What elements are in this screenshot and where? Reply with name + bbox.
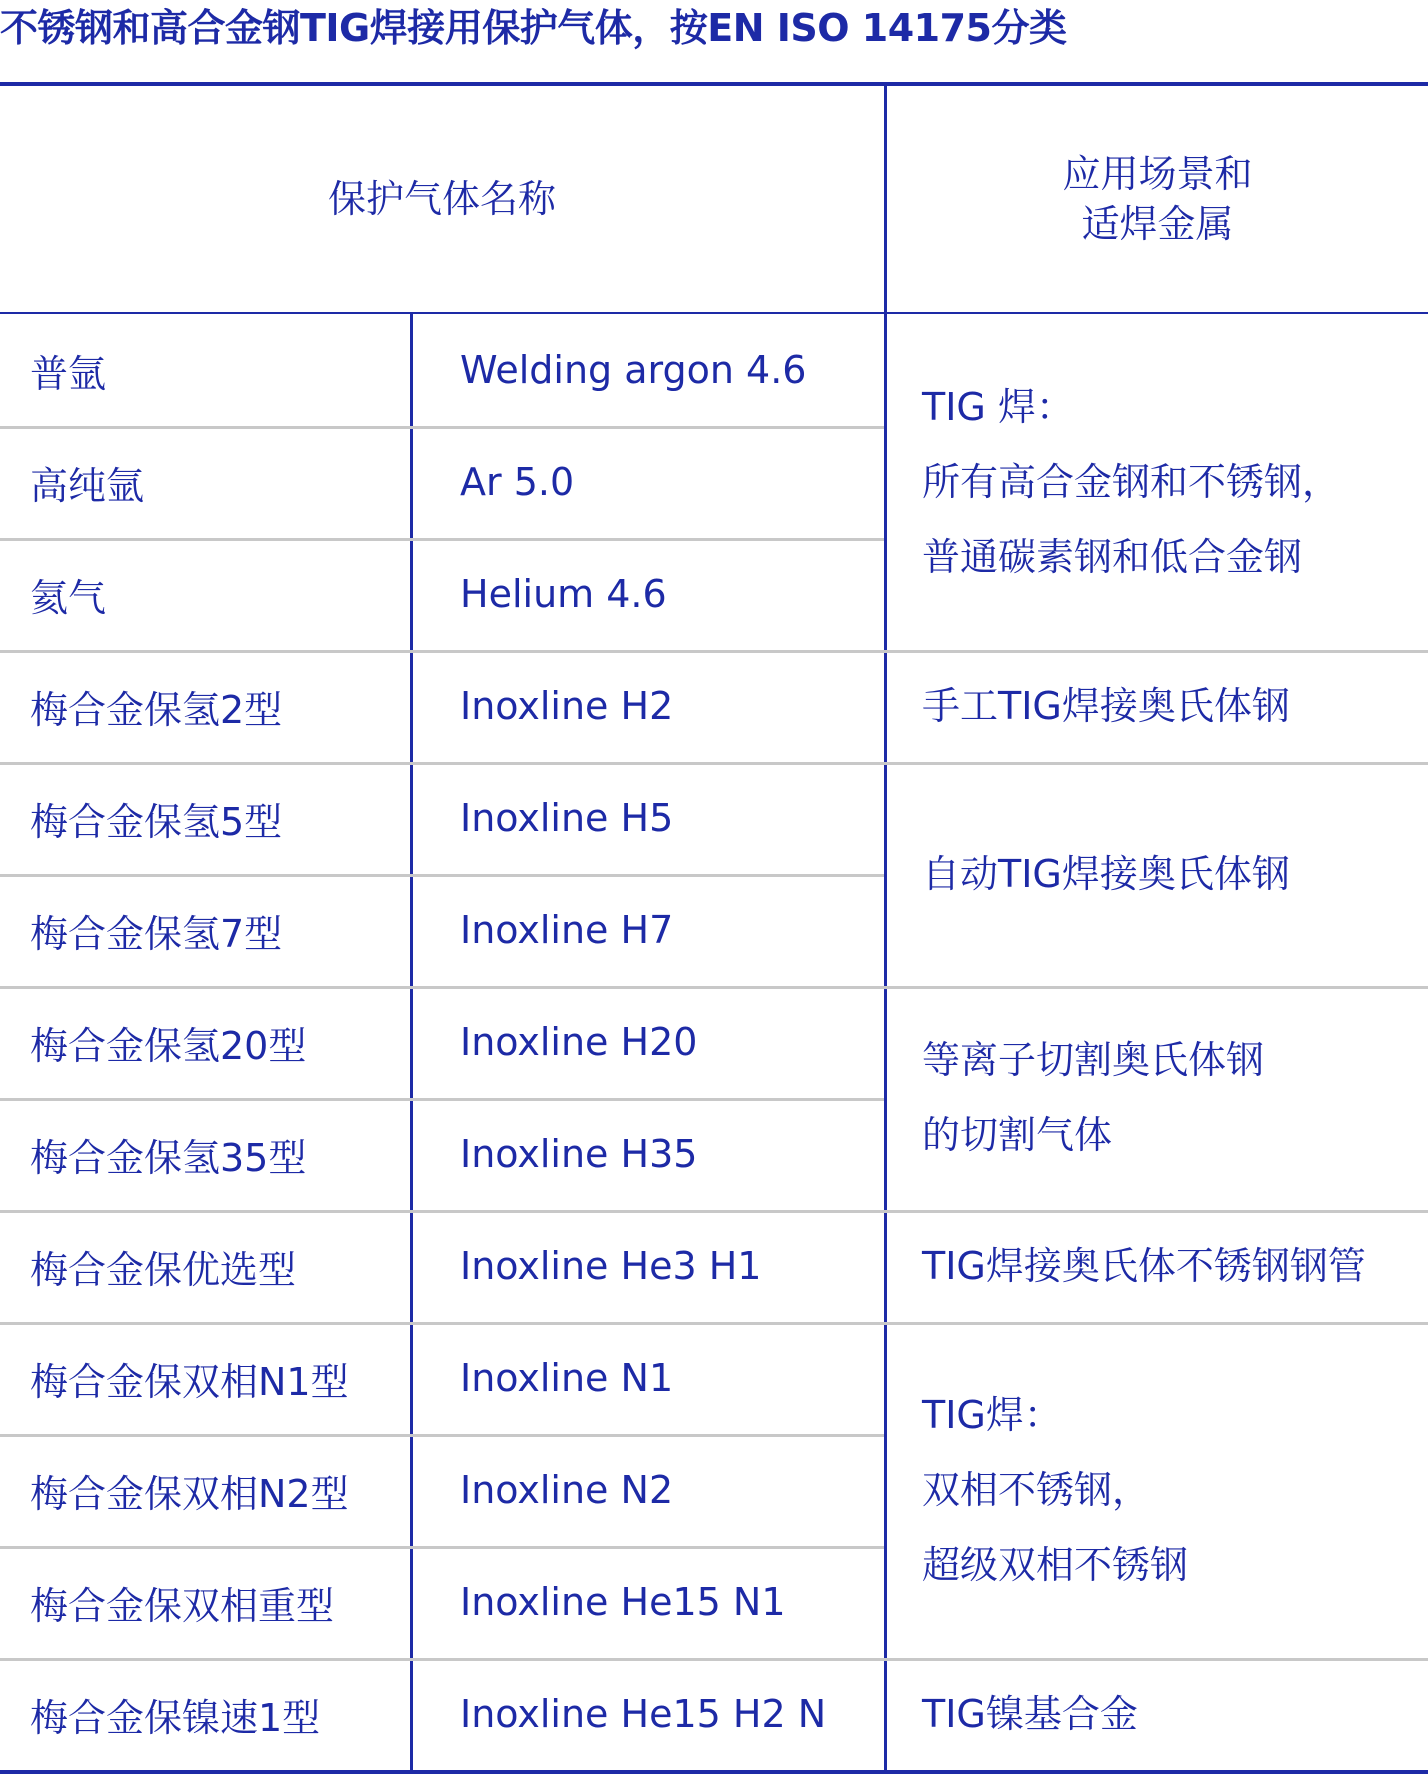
- gas-name-cn: 梅合金保双相重型: [30, 1583, 335, 1628]
- gas-name-cn: 梅合金保双相N1型: [30, 1359, 349, 1404]
- application-cell: TIG 焊： 所有高合金钢和不锈钢， 普通碳素钢和低合金钢: [922, 384, 1341, 579]
- gas-name-en: Inoxline H20: [460, 1020, 698, 1064]
- application-cell: 手工TIG焊接奥氏体钢: [922, 683, 1290, 728]
- header-gas-name: 保护气体名称: [327, 177, 556, 221]
- gas-name-en: Inoxline N2: [460, 1468, 674, 1512]
- table-bottom-rule: [0, 1770, 1428, 1774]
- gas-name-cn: 梅合金保优选型: [30, 1247, 297, 1292]
- gas-name-cn: 氦气: [30, 575, 107, 620]
- gas-name-en: Helium 4.6: [460, 572, 667, 616]
- gas-name-en: Inoxline H35: [460, 1132, 698, 1176]
- application-cell: 等离子切割奥氏体钢 的切割气体: [922, 1038, 1265, 1157]
- row-divider: [0, 538, 884, 541]
- shielding-gas-table: [0, 82, 1428, 1774]
- gas-name-cn: 梅合金保氢35型: [30, 1135, 307, 1180]
- application-cell: 自动TIG焊接奥氏体钢: [922, 851, 1290, 896]
- gas-name-cn: 梅合金保氢20型: [30, 1023, 307, 1068]
- gas-name-cn: 高纯氩: [30, 463, 145, 508]
- gas-name-en: Inoxline H7: [460, 908, 674, 952]
- gas-name-en: Inoxline N1: [460, 1356, 674, 1400]
- application-cell: TIG镍基合金: [922, 1691, 1138, 1736]
- gas-name-en: Inoxline He3 H1: [460, 1244, 762, 1288]
- gas-name-cn: 梅合金保氢2型: [30, 687, 283, 732]
- gas-name-en: Ar 5.0: [460, 460, 575, 504]
- page-title: 不锈钢和高合金钢TIG焊接用保护气体，按EN ISO 14175分类: [0, 6, 1067, 50]
- column-divider-name: [410, 314, 413, 1774]
- gas-name-cn: 梅合金保镍速1型: [30, 1695, 321, 1740]
- gas-name-en: Inoxline H2: [460, 684, 674, 728]
- gas-name-cn: 普氩: [30, 351, 107, 396]
- gas-name-en: Welding argon 4.6: [460, 348, 807, 392]
- application-cell: TIG焊： 双相不锈钢， 超级双相不锈钢: [922, 1392, 1189, 1587]
- gas-name-en: Inoxline He15 H2 N: [460, 1692, 827, 1736]
- column-divider-application: [884, 82, 887, 1774]
- gas-name-cn: 梅合金保氢5型: [30, 799, 283, 844]
- gas-name-cn: 梅合金保双相N2型: [30, 1471, 349, 1516]
- gas-name-en: Inoxline H5: [460, 796, 674, 840]
- gas-name-en: Inoxline He15 N1: [460, 1580, 786, 1624]
- gas-name-cn: 梅合金保氢7型: [30, 911, 283, 956]
- application-cell: TIG焊接奥氏体不锈钢钢管: [922, 1243, 1366, 1288]
- header-application: 应用场景和 适焊金属: [1062, 152, 1253, 246]
